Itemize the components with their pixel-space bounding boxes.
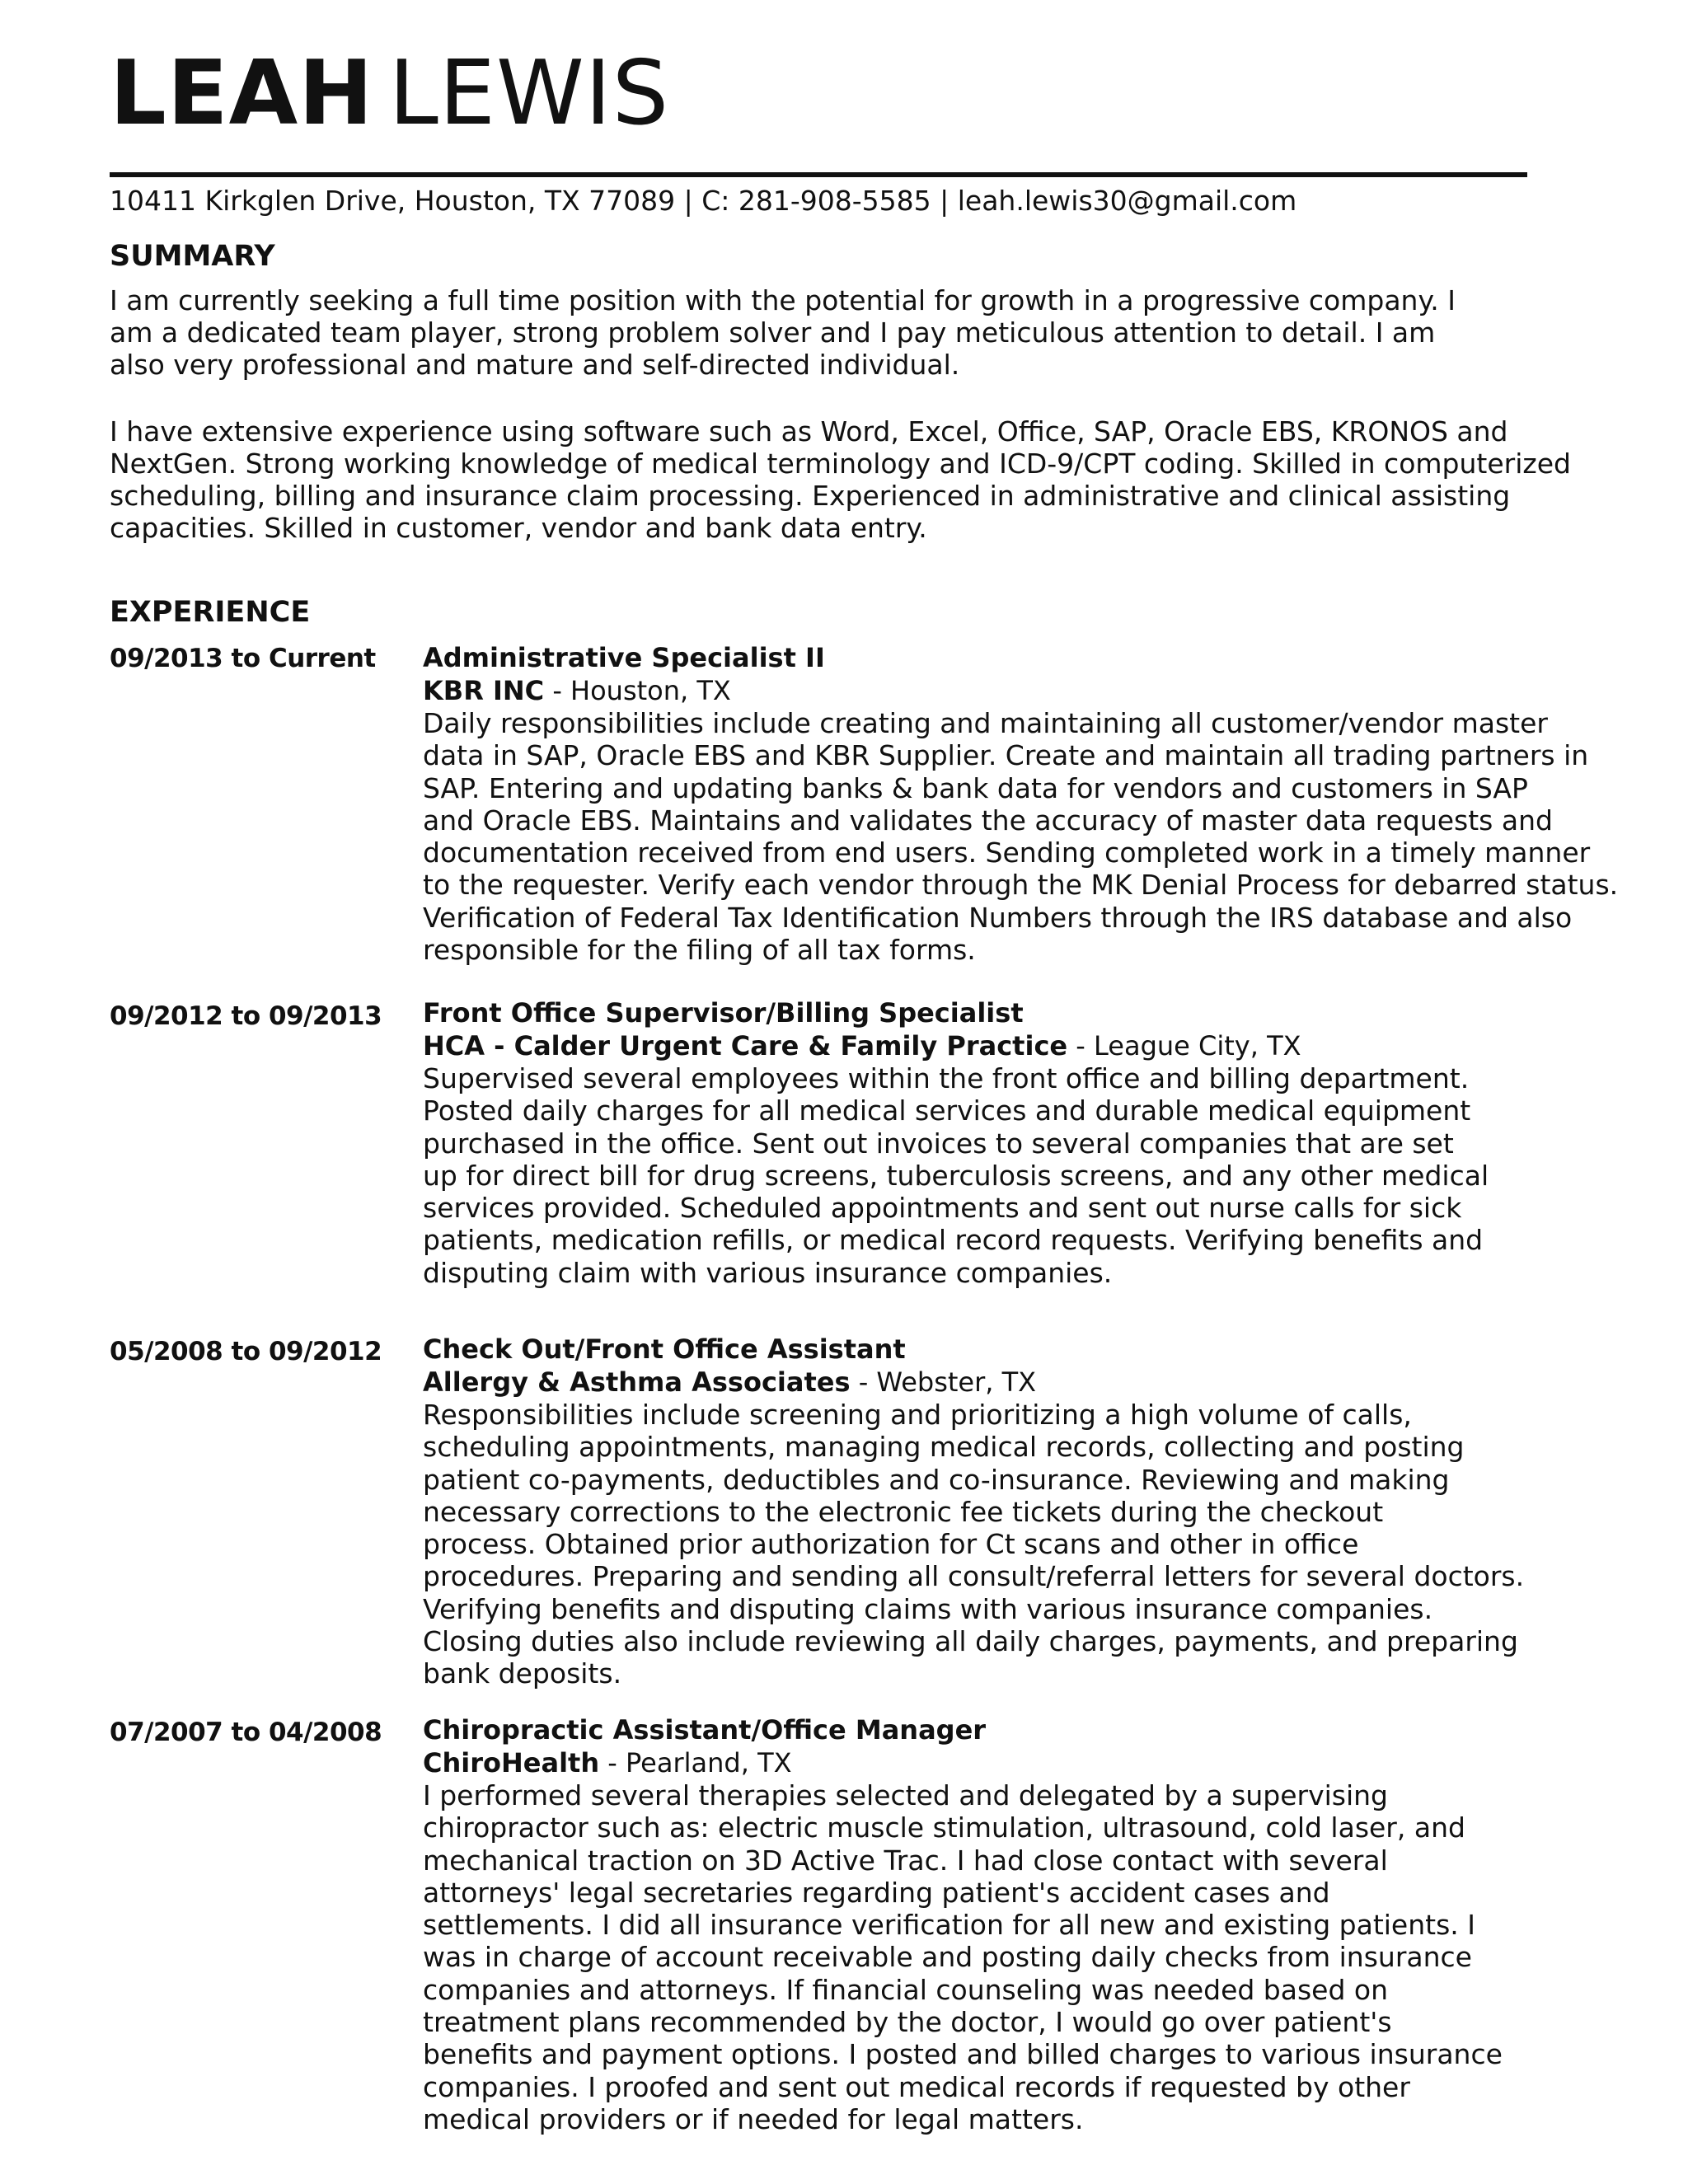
description-line: Supervised several employees within the front office and billing department. [423, 1062, 1470, 1094]
description-line: patients, medication refills, or medical record requests. Verifying benefits and [423, 1224, 1484, 1257]
description-line: disputing claim with various insurance companies. [423, 1256, 1113, 1289]
description-line: to the requester. Verify each vendor through the MK Denial Process for debarred status. [423, 869, 1619, 902]
job-dates: 09/2013 to Current [110, 644, 376, 673]
description-line: I performed several therapies selected and delegated by a supervising [423, 1779, 1389, 1811]
description-line: documentation received from end users. Sending completed work in a timely manner [423, 837, 1591, 869]
company-name: HCA - Calder Urgent Care & Family Practice [423, 1030, 1068, 1062]
description-line: necessary corrections to the electronic fee tickets during the checkout [423, 1495, 1384, 1528]
description-line: settlements. I did all insurance verification for all new and existing patients. I [423, 1909, 1475, 1942]
job-entry [423, 1713, 1659, 2135]
candidate-name [110, 42, 670, 145]
description-line: mechanical traction on 3D Active Trac. I had close contact with several [423, 1844, 1388, 1877]
job-entry [423, 641, 1659, 966]
summary-line: NextGen. Strong working knowledge of medical terminology and ICD-9/CPT coding. Skilled in computerized [110, 448, 1571, 480]
job-description [423, 1779, 1659, 2135]
summary-line: I am currently seeking a full time position with the potential for growth in a progressive company. I [110, 284, 1456, 316]
job-employer [423, 674, 1659, 707]
job-title: Administrative Specialist II [423, 642, 825, 673]
description-line: responsible for the filing of all tax forms. [423, 934, 976, 967]
description-line: Posted daily charges for all medical services and durable medical equipment [423, 1094, 1471, 1127]
company-location: - Webster, TX [850, 1366, 1037, 1398]
summary-line: am a dedicated team player, strong problem solver and I pay meticulous attention to detail. I am [110, 316, 1436, 349]
job-employer [423, 1366, 1659, 1399]
summary-line: also very professional and mature and self-directed individual. [110, 349, 960, 381]
description-line: benefits and payment options. I posted and billed charges to various insurance [423, 2038, 1503, 2071]
last-name: LEWIS [388, 42, 670, 145]
description-line: services provided. Scheduled appointments and sent out nurse calls for sick [423, 1192, 1462, 1225]
description-line: Responsibilities include screening and prioritizing a high volume of calls, [423, 1399, 1412, 1431]
job-description [423, 707, 1659, 966]
header-divider [110, 172, 1527, 177]
description-line: was in charge of account receivable and posting daily checks from insurance [423, 1941, 1472, 1974]
job-entry [423, 1333, 1659, 1690]
job-title: Front Office Supervisor/Billing Specialist [423, 997, 1024, 1029]
description-line: medical providers or if needed for legal matters. [423, 2102, 1084, 2135]
job-dates: 07/2007 to 04/2008 [110, 1718, 382, 1747]
job-description [423, 1399, 1659, 1690]
company-location: - League City, TX [1067, 1030, 1301, 1062]
description-line: scheduling appointments, managing medical records, collecting and posting [423, 1431, 1465, 1464]
job-title: Check Out/Front Office Assistant [423, 1333, 906, 1365]
description-line: Closing duties also include reviewing all daily charges, payments, and preparing [423, 1625, 1518, 1658]
description-line: patient co-payments, deductibles and co-insurance. Reviewing and making [423, 1463, 1450, 1496]
summary-line: I have extensive experience using software such as Word, Excel, Office, SAP, Oracle EBS, KRONOS and [110, 415, 1508, 448]
description-line: bank deposits. [423, 1657, 622, 1690]
description-line: attorneys' legal secretaries regarding patient's accident cases and [423, 1876, 1330, 1909]
description-line: data in SAP, Oracle EBS and KBR Supplier. Create and maintain all trading partners in [423, 739, 1589, 772]
description-line: treatment plans recommended by the doctor, I would go over patient's [423, 2006, 1392, 2039]
job-description [423, 1062, 1659, 1289]
job-dates: 09/2012 to 09/2013 [110, 1001, 382, 1031]
description-line: process. Obtained prior authorization for Ct scans and other in office [423, 1528, 1359, 1561]
description-line: companies and attorneys. If financial counseling was needed based on [423, 1973, 1389, 2006]
job-employer [423, 1029, 1659, 1062]
summary-line: scheduling, billing and insurance claim processing. Experienced in administrative and clinical assisting [110, 480, 1511, 512]
description-line: Verification of Federal Tax Identification Numbers through the IRS database and also [423, 901, 1573, 934]
description-line: and Oracle EBS. Maintains and validates the accuracy of master data requests and [423, 804, 1553, 837]
summary-heading: SUMMARY [110, 240, 275, 273]
description-line: procedures. Preparing and sending all consult/referral letters for several doctors. [423, 1560, 1525, 1593]
description-line: SAP. Entering and updating banks & bank data for vendors and customers in SAP [423, 771, 1528, 804]
description-line: Verifying benefits and disputing claims with various insurance companies. [423, 1592, 1433, 1625]
company-name: Allergy & Asthma Associates [423, 1366, 851, 1398]
company-location: - Houston, TX [544, 675, 731, 706]
description-line: Daily responsibilities include creating and maintaining all customer/vendor master [423, 707, 1548, 739]
first-name: LEAH [110, 42, 374, 145]
job-employer [423, 1746, 1659, 1779]
job-entry [423, 996, 1659, 1289]
summary-paragraph-2 [110, 415, 1643, 544]
description-line: up for direct bill for drug screens, tuberculosis screens, and any other medical [423, 1159, 1489, 1192]
experience-heading: EXPERIENCE [110, 596, 311, 629]
description-line: chiropractor such as: electric muscle stimulation, ultrasound, cold laser, and [423, 1811, 1465, 1844]
company-name: KBR INC [423, 675, 545, 706]
description-line: companies. I proofed and sent out medical records if requested by other [423, 2070, 1410, 2103]
description-line: purchased in the office. Sent out invoices to several companies that are set [423, 1127, 1454, 1160]
company-location: - Pearland, TX [599, 1747, 792, 1779]
job-title: Chiropractic Assistant/Office Manager [423, 1714, 987, 1746]
summary-line: capacities. Skilled in customer, vendor and bank data entry. [110, 512, 927, 544]
job-dates: 05/2008 to 09/2012 [110, 1337, 382, 1366]
company-name: ChiroHealth [423, 1747, 600, 1779]
contact-line: 10411 Kirkglen Drive, Houston, TX 77089 | C: 281-908-5585 | leah.lewis30@gmail.com [110, 185, 1297, 217]
summary-paragraph-1 [110, 284, 1643, 381]
